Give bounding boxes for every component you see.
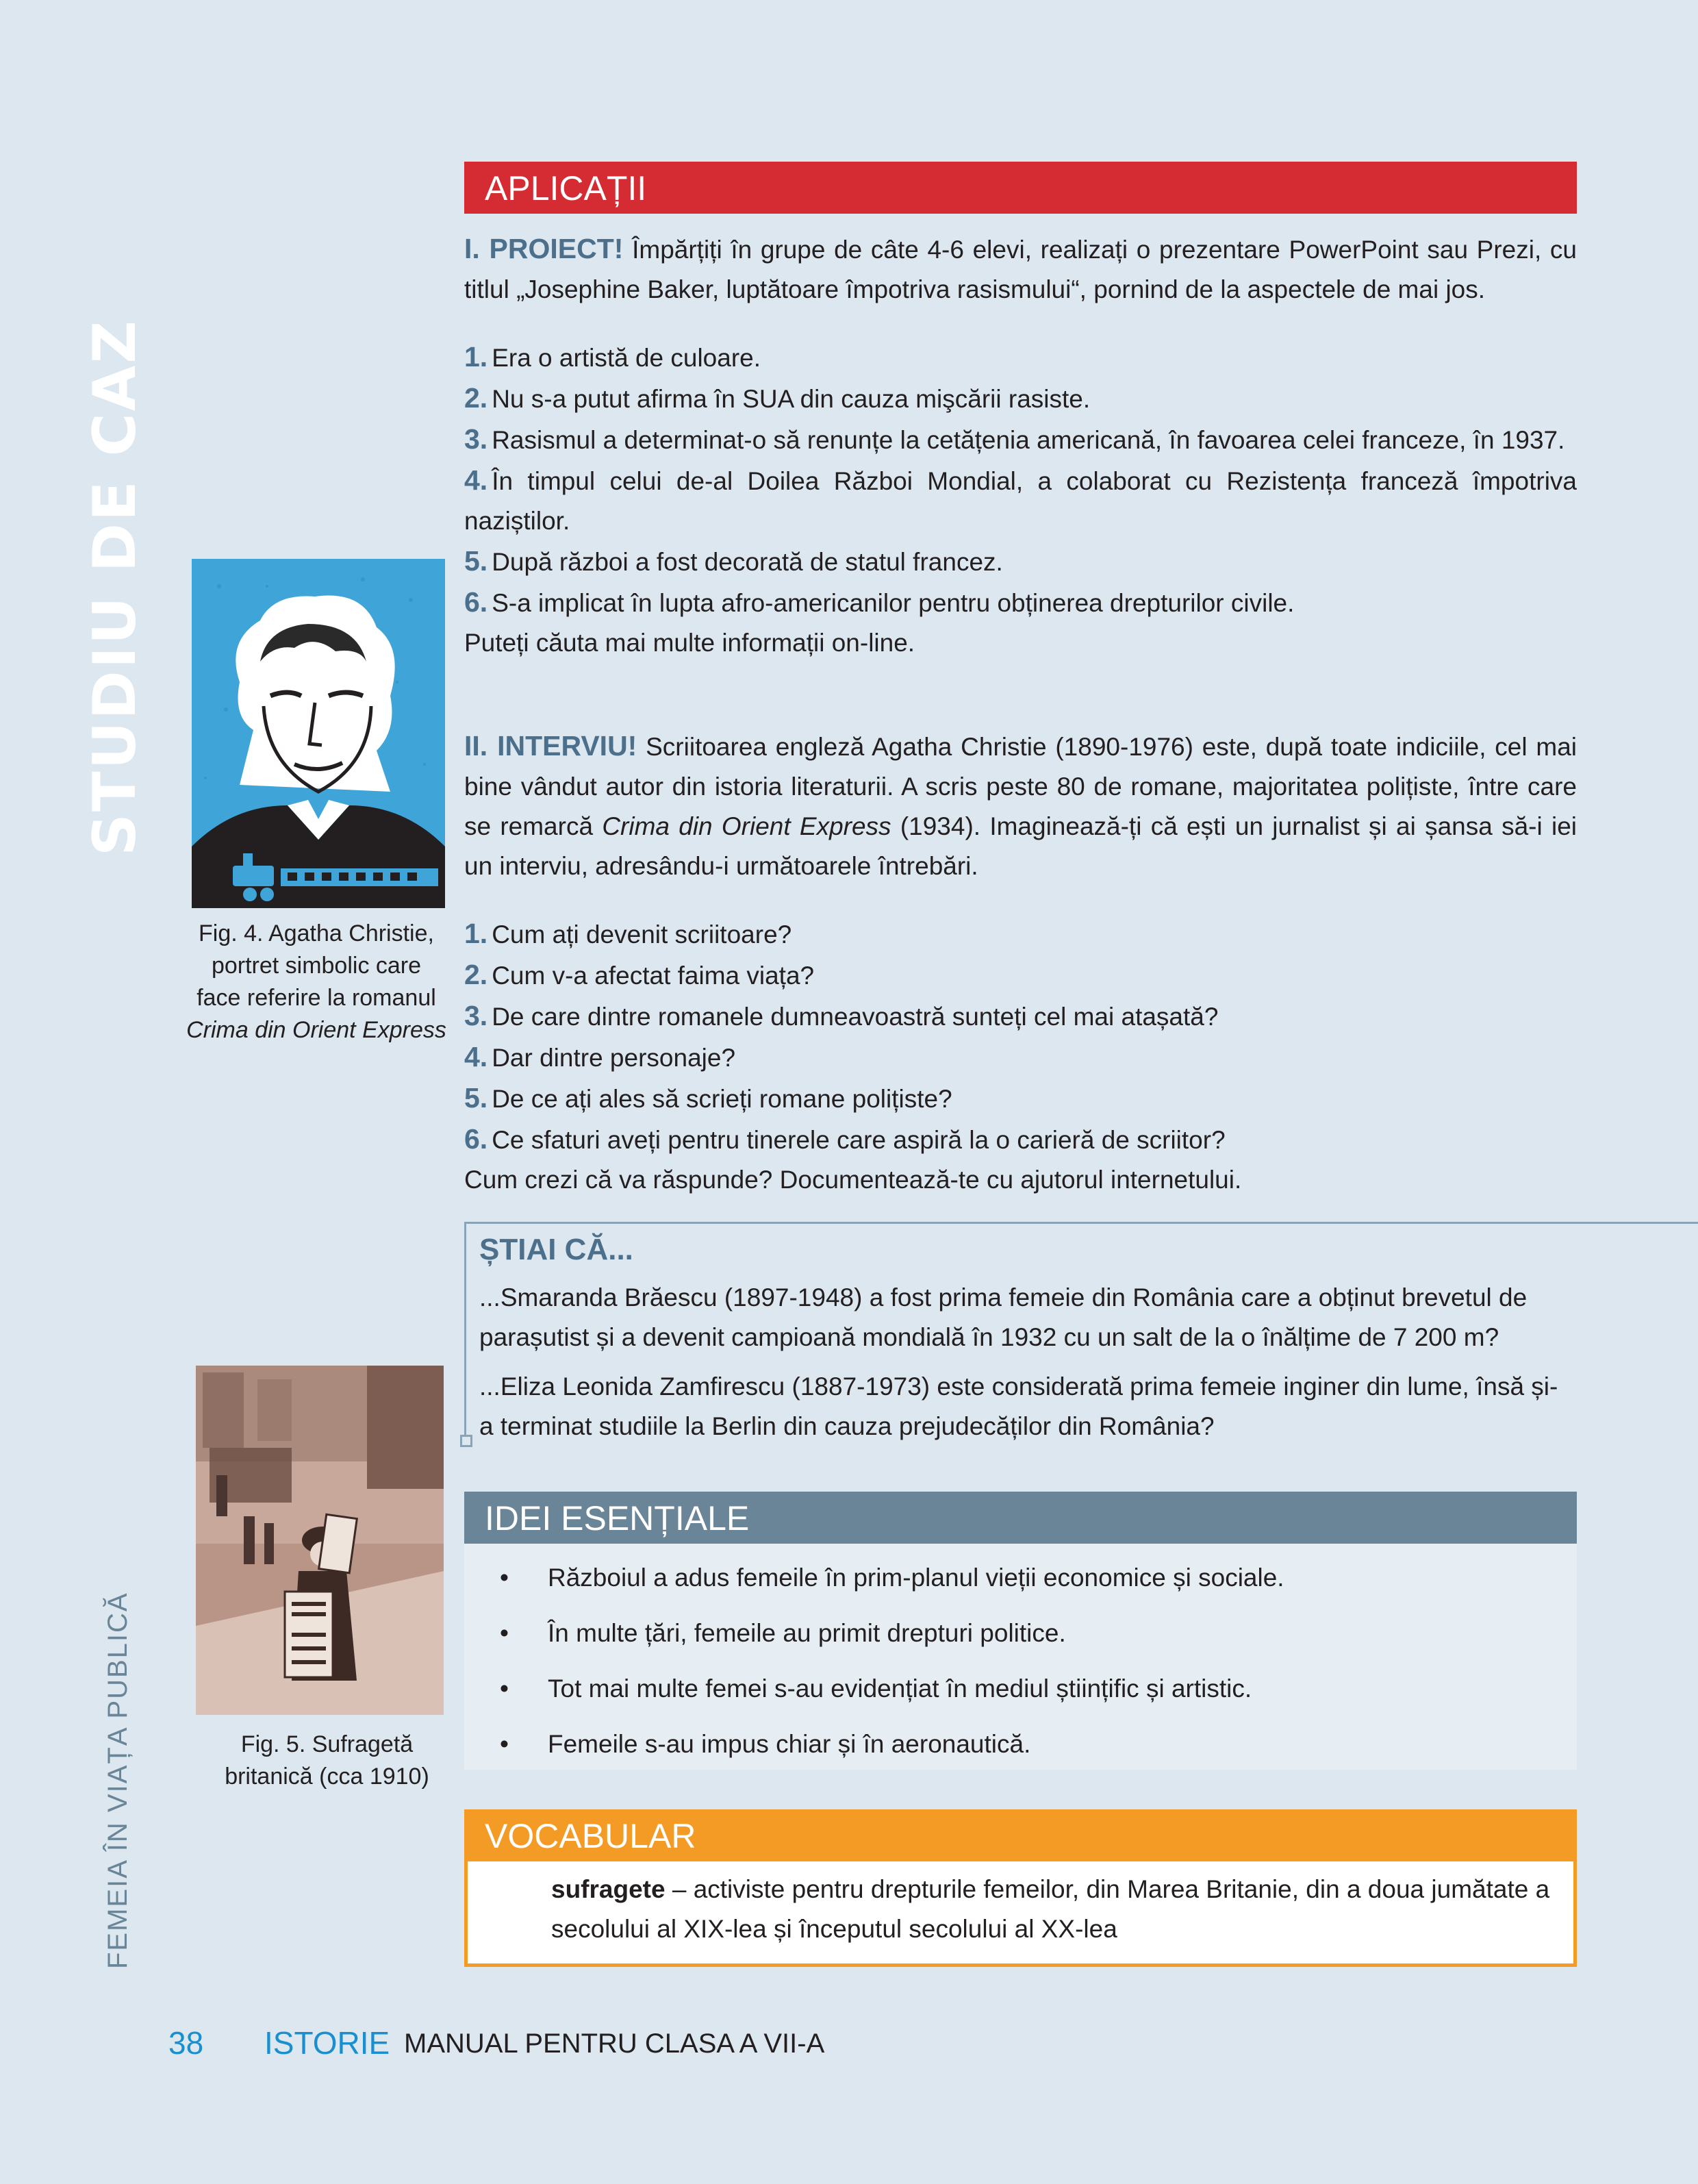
interview-list	[464, 914, 1577, 1200]
applications-heading: APLICAȚII	[464, 162, 1577, 214]
essentials-list	[500, 1559, 1284, 1781]
suffragette-photo	[196, 1366, 444, 1715]
box-corner-marker	[460, 1435, 472, 1447]
list-item: 4. În timpul celui de-al Doilea Război Mondial, a colaborat cu Rezistența franceză împotriva naziștilor.	[464, 464, 1577, 535]
vocabulary-definition: – activiste pentru drepturile femeilor, din Marea Britanie, din a doua jumătate a secolului al XIX-lea și începutul secolului al XX-lea	[551, 1875, 1550, 1943]
project-footer: Puteți căuta mai multe informații on-line.	[464, 629, 915, 657]
list-item: • Războiul a adus femeile în prim-planul vieții economice și sociale.	[500, 1564, 1284, 1592]
side-chapter-title: FEMEIA ÎN VIAȚA PUBLICĂ	[103, 1592, 133, 1969]
project-lead: I. PROIECT!	[464, 233, 624, 264]
vocabulary-entry	[551, 1870, 1564, 1949]
list-item: 2. Nu s-a putut afirma în SUA din cauza mişcării rasiste.	[464, 382, 1091, 414]
fig5-caption: Fig. 5. Sufragetă britanică (cca 1910)	[225, 1731, 429, 1790]
interview-lead: II. INTERVIU!	[464, 730, 637, 762]
list-item: 2. Cum v-a afectat faima viața?	[464, 959, 815, 990]
project-list	[464, 337, 1577, 663]
footer-subject: ISTORIE	[264, 2025, 390, 2061]
list-item: 6. Ce sfaturi aveți pentru tinerele care aspiră la o carieră de scriitor?	[464, 1123, 1226, 1155]
did-you-know-fact-1: ...Smaranda Brăescu (1897-1948) a fost prima femeie din România care a obținut brevetul de parașutist și a devenit campioană mondială în 1932 cu un salt de la o înălțime de 7 200 m?	[479, 1283, 1528, 1351]
list-item: 5. După război a fost decorată de statul francez.	[464, 545, 1003, 577]
interview-footer: Cum crezi că va răspunde? Documentează-te cu ajutorul internetului.	[464, 1166, 1242, 1194]
page-number: 38	[168, 2025, 204, 2061]
list-item: 1. Cum ați devenit scriitoare?	[464, 918, 792, 949]
did-you-know-title: ȘTIAI CĂ...	[479, 1233, 633, 1266]
list-item: 5. De ce ați ales să scrieți romane polițiste?	[464, 1082, 952, 1114]
agatha-christie-portrait	[192, 559, 445, 908]
project-text: Împărțiți în grupe de câte 4-6 elevi, realizați o prezentare PowerPoint sau Prezi, cu titlul „Josephine Baker, luptătoare împotriva rasismului“, pornind de la aspectele de mai jos.	[464, 236, 1577, 303]
list-item: • Femeile s-au impus chiar și în aeronautică.	[500, 1730, 1031, 1758]
essentials-heading: IDEI ESENȚIALE	[464, 1492, 1577, 1544]
vocabulary-heading: VOCABULAR	[464, 1809, 1577, 1861]
list-item: 3. Rasismul a determinat-o să renunțe la cetățenia americană, în favoarea celei franceze, în 1937.	[464, 423, 1565, 455]
side-section-title: STUDIU DE CAZ	[81, 318, 149, 856]
list-item: 6. S-a implicat în lupta afro-americanilor pentru obținerea drepturilor civile.	[464, 586, 1295, 618]
list-item: 1. Era o artistă de culoare.	[464, 341, 761, 373]
footer-book-title: MANUAL PENTRU CLASA A VII-A	[404, 2029, 825, 2059]
fig4-caption: Fig. 4. Agatha Christie, portret simbolic care face referire la romanul Crima din Orient Express	[186, 920, 446, 1043]
vocabulary-term: sufragete	[551, 1875, 666, 1903]
did-you-know-fact-2: ...Eliza Leonida Zamfirescu (1887-1973) este considerată prima femeie inginer din lume, însă și-a terminat studiile la Berlin din cauza prejudecăților din România?	[479, 1372, 1558, 1440]
list-item: • În multe țări, femeile au primit drepturi politice.	[500, 1619, 1066, 1647]
project-intro	[464, 229, 1577, 310]
list-item: • Tot mai multe femei s-au evidențiat în mediul științific și artistic.	[500, 1674, 1252, 1703]
interview-intro: II. INTERVIU! Scriitoarea engleză Agatha Christie (1890-1976) este, după toate indiciile, cel mai bine vândut autor din istoria literaturii. A scris peste 80 de romane, majoritatea polițiste, între care se remarcă Crima din Orient Express (1934). Imaginează-ți că ești un jurnalist și ai șansa să-i iei un interviu, adresându-i următoarele întrebări.	[464, 730, 1577, 880]
list-item: 4. Dar dintre personaje?	[464, 1041, 736, 1072]
list-item: 3. De care dintre romanele dumneavoastră sunteți cel mai atașată?	[464, 1000, 1219, 1031]
